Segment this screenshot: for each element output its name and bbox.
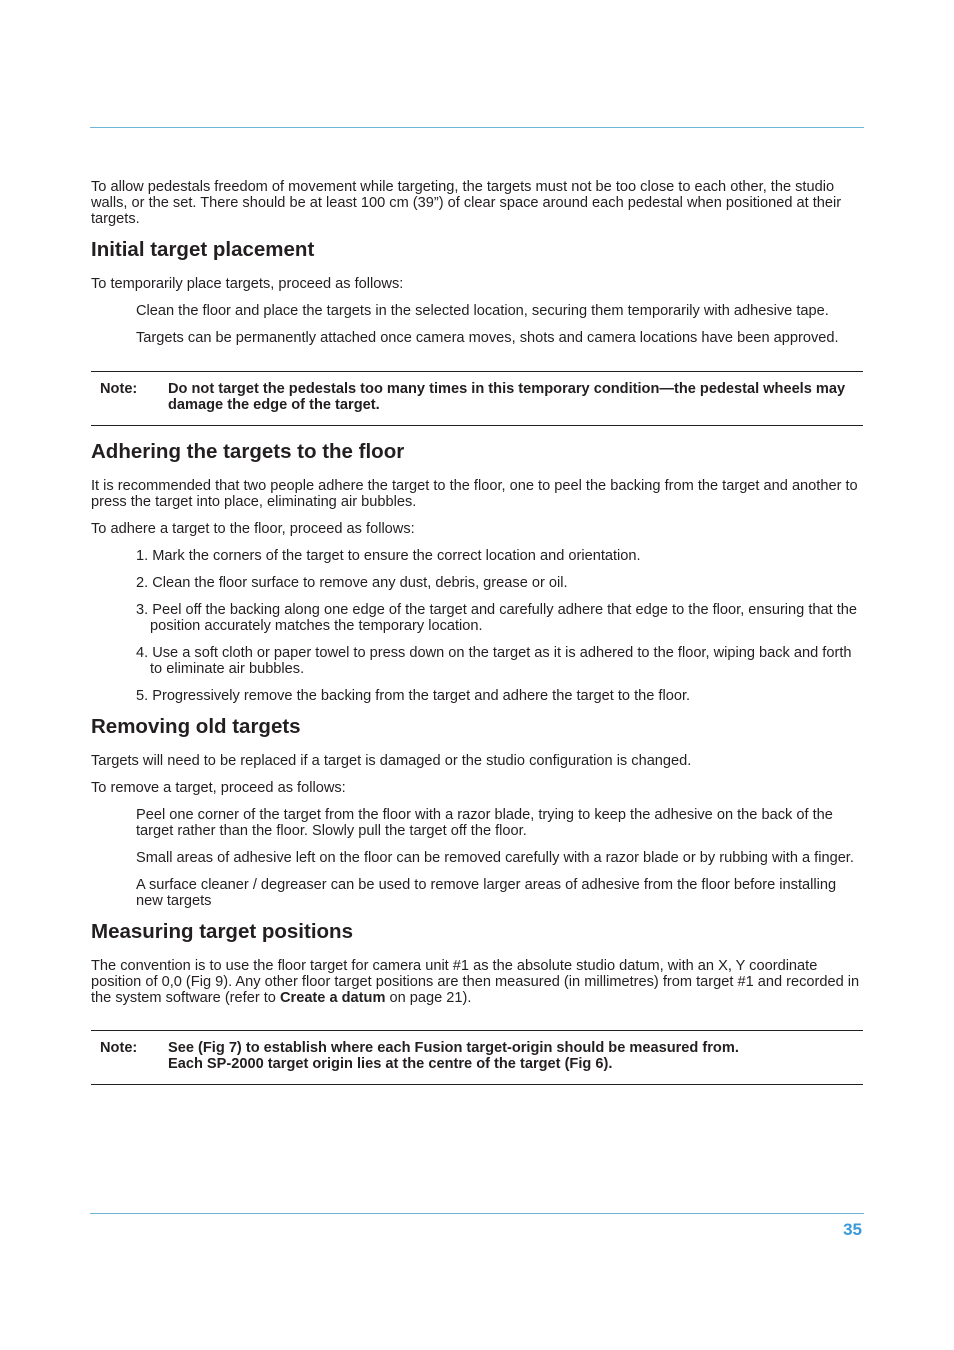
note-box-target-origin bbox=[91, 1030, 863, 1085]
header-rule bbox=[90, 127, 864, 128]
intro-paragraph: To allow pedestals freedom of movement while targeting, the targets must not be too close to each other, the studio walls, or the set. There should be at least 100 cm (39”) of clear space around each pedestal when positioned at their targets. bbox=[91, 179, 842, 227]
measuring-text-after: on page 21). bbox=[385, 990, 472, 1006]
page-content bbox=[91, 179, 863, 1085]
footer-rule bbox=[90, 1213, 864, 1214]
list-item: 1. Mark the corners of the target to ensure the correct location and orientation. bbox=[136, 548, 641, 564]
initial-item-1: Clean the floor and place the targets in the selected location, securing them temporarily with adhesive tape. bbox=[136, 303, 829, 319]
list-item: 3. Peel off the backing along one edge of the target and carefully adhere that edge to the floor, ensuring that the position accurately matches the temporary location. bbox=[136, 602, 858, 634]
list-item: 4. Use a soft cloth or paper towel to press down on the target as it is adhered to the floor, wiping back and forth to eliminate air bubbles. bbox=[136, 645, 852, 677]
note-text bbox=[168, 1040, 863, 1072]
note-label: Note: bbox=[100, 1040, 138, 1056]
initial-lead: To temporarily place targets, proceed as follows: bbox=[91, 276, 404, 292]
initial-item-2: Targets can be permanently attached once camera moves, shots and camera locations have been approved. bbox=[136, 330, 839, 346]
heading-initial-target-placement: Initial target placement bbox=[91, 238, 315, 261]
heading-measuring-target-positions: Measuring target positions bbox=[91, 920, 353, 943]
note-line-1: See (Fig 7) to establish where each Fusion target-origin should be measured from. bbox=[168, 1040, 739, 1056]
measuring-text-before: The convention is to use the floor target for camera unit #1 as the absolute studio datum, with an X, Y coordinate position of 0,0 (Fig 9). Any other floor target positions are then measured (in millimetres) from target #1 and recorded in the system software (refer to bbox=[91, 958, 860, 1006]
adhering-lead: To adhere a target to the floor, proceed as follows: bbox=[91, 521, 415, 537]
list-item: 5. Progressively remove the backing from the target and adhere the target to the floor. bbox=[136, 688, 691, 704]
note-line-2: Each SP-2000 target origin lies at the centre of the target (Fig 6). bbox=[168, 1056, 613, 1072]
note-label: Note: bbox=[100, 381, 138, 397]
adhering-steps-list bbox=[136, 548, 863, 704]
heading-removing-old-targets: Removing old targets bbox=[91, 715, 301, 738]
heading-adhering-targets: Adhering the targets to the floor bbox=[91, 440, 405, 463]
page-number: 35 bbox=[843, 1220, 862, 1239]
measuring-paragraph bbox=[91, 958, 863, 1006]
removing-item-3: A surface cleaner / degreaser can be used to remove larger areas of adhesive from the floor before installing new targets bbox=[136, 877, 837, 909]
removing-paragraph: Targets will need to be replaced if a target is damaged or the studio configuration is changed. bbox=[91, 753, 692, 769]
list-item: 2. Clean the floor surface to remove any dust, debris, grease or oil. bbox=[136, 575, 568, 591]
removing-item-1: Peel one corner of the target from the floor with a razor blade, trying to keep the adhesive on the back of the target rather than the floor. Slowly pull the target off the floor. bbox=[136, 807, 833, 839]
removing-lead: To remove a target, proceed as follows: bbox=[91, 780, 346, 796]
create-datum-reference: Create a datum bbox=[279, 990, 386, 1006]
note-text: Do not target the pedestals too many times in this temporary condition—the pedestal wheels may damage the edge of the target. bbox=[168, 381, 846, 413]
removing-item-2: Small areas of adhesive left on the floor can be removed carefully with a razor blade or by rubbing with a finger. bbox=[136, 850, 854, 866]
adhering-paragraph: It is recommended that two people adhere the target to the floor, one to peel the backing from the target and another to press the target into place, eliminating air bubbles. bbox=[91, 478, 858, 510]
note-box-temporary bbox=[91, 371, 863, 426]
